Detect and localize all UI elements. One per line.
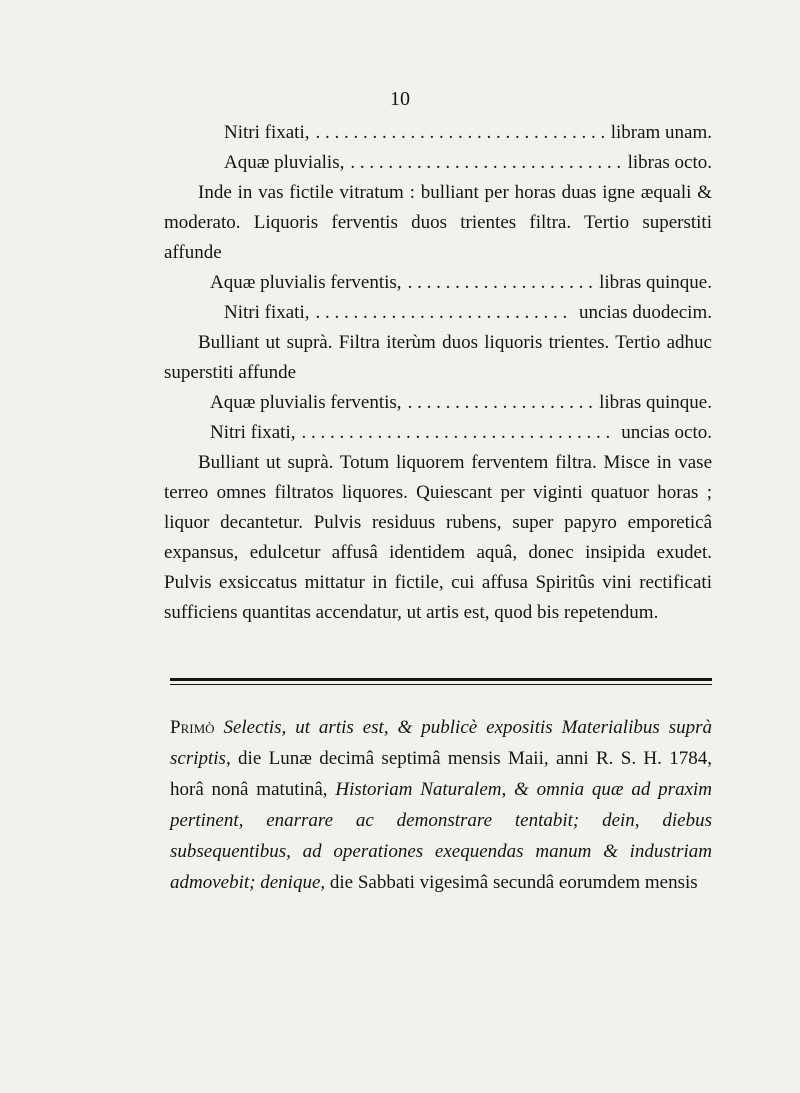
instruction-paragraph: Inde in vas fictile vitratum : bulliant per horas duas igne æquali & moderato. Liquoris ferventis duos trientes filtra. Tertio superstiti affunde <box>164 182 712 263</box>
ingredient-amount: libras octo. <box>627 152 712 173</box>
page-number: 10 <box>390 88 410 110</box>
lead-word: Primò <box>170 717 215 738</box>
ingredient-label: Aquæ pluvialis, <box>224 152 345 173</box>
ingredient-row <box>164 148 712 178</box>
divider-thin-line <box>170 684 712 685</box>
ingredient-row <box>164 118 712 148</box>
ingredient-amount: uncias duodecim. <box>579 302 712 323</box>
leader-dots <box>408 388 594 418</box>
ingredient-amount: libram unam. <box>610 122 712 143</box>
announcement-italic-2: Historiam Naturalem, & omnia quæ ad praxim pertinent, enarrare ac demonstrare tentabit; dein, diebus subsequentibus, ad operationes exequendas manum & industriam admovebit; <box>170 779 713 893</box>
ingredient-row <box>164 298 712 328</box>
leader-dots <box>408 268 594 298</box>
announcement-roman-1: , die Lunæ decimâ septimâ mensis Maii, anni R. S. H. 1784, horâ nonâ matutinâ, <box>170 748 712 800</box>
recipe-section <box>164 118 712 628</box>
ingredient-row <box>164 418 712 448</box>
divider-thick-line <box>170 678 712 681</box>
leader-dots <box>315 298 573 328</box>
ingredient-amount: uncias octo. <box>621 422 712 443</box>
instruction-paragraph: Bulliant ut suprà. Filtra iterùm duos liquoris trientes. Tertio adhuc superstiti affunde <box>164 332 712 383</box>
leader-dots <box>315 118 604 148</box>
announcement-roman-2: , die Sabbati vigesimâ secundâ eorumdem mensis <box>320 872 698 893</box>
ingredient-row <box>164 268 712 298</box>
announcement-paragraph <box>170 712 712 898</box>
ingredient-amount: libras quinque. <box>599 272 712 293</box>
ingredient-amount: libras quinque. <box>599 392 712 413</box>
ingredient-label: Nitri fixati, <box>224 122 310 143</box>
ingredient-label: Aquæ pluvialis ferventis, <box>210 272 402 293</box>
ingredient-label: Nitri fixati, <box>210 422 296 443</box>
ingredient-label: Nitri fixati, <box>224 302 310 323</box>
leader-dots <box>301 418 615 448</box>
ingredient-label: Aquæ pluvialis ferventis, <box>210 392 402 413</box>
announcement-italic-1: Selectis, ut artis est, & publicè expositis Materialibus suprà scriptis <box>170 717 712 769</box>
ingredient-row <box>164 388 712 418</box>
announcement-italic-3: denique <box>260 872 321 893</box>
section-divider <box>170 678 712 685</box>
instruction-paragraph: Bulliant ut suprà. Totum liquorem ferventem filtra. Misce in vase terreo omnes filtratos liquores. Quiescant per viginti quatuor horas ; liquor decantetur. Pulvis residuus rubens, super papyro emporeticâ expansus, edulcetur affusâ identidem aquâ, donec insipida exudet. Pulvis exsiccatus mittatur in fictile, cui affusa Spiritûs vini rectificati sufficiens quantitas accendatur, ut artis est, quod bis repetendum. <box>164 452 712 623</box>
leader-dots <box>350 148 621 178</box>
